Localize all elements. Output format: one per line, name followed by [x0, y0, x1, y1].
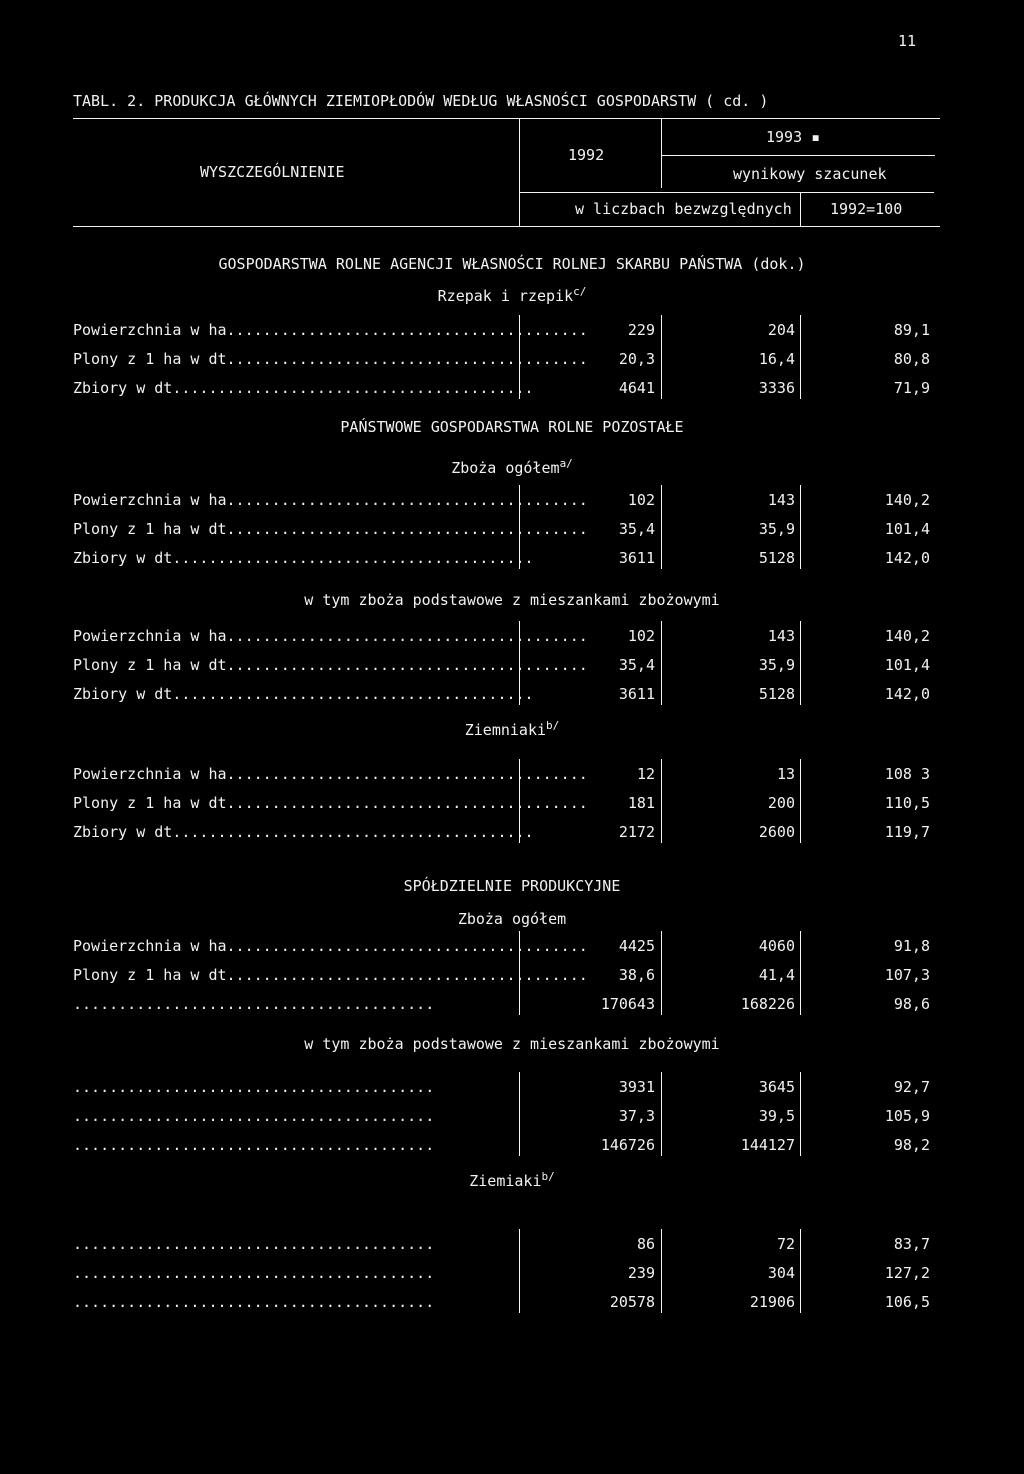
leader-dots: ........................................	[226, 937, 588, 955]
value-1993: 21906	[749, 1293, 795, 1311]
row-label-text: Plony z 1 ha w dt	[73, 966, 227, 984]
value-index: 83,7	[893, 1235, 930, 1253]
column-rule	[800, 931, 801, 1015]
column-rule	[519, 1072, 520, 1156]
header-1993-sub: wynikowy szacunek	[733, 165, 887, 183]
leader-dots: ........................................	[73, 1293, 435, 1311]
value-index: 71,9	[893, 379, 930, 397]
value-index: 98,2	[893, 1136, 930, 1154]
row-label	[73, 491, 588, 509]
row-label-text: Powierzchnia w ha	[73, 765, 227, 783]
group-title	[0, 591, 1024, 609]
value-1993: 39,5	[758, 1107, 795, 1125]
row-label	[73, 1293, 503, 1311]
value-1992: 20,3	[618, 350, 655, 368]
row-label	[73, 995, 503, 1013]
value-1993: 41,4	[758, 966, 795, 984]
value-1992: 38,6	[618, 966, 655, 984]
header-divider-3	[800, 192, 801, 226]
leader-dots: ........................................	[73, 1235, 435, 1253]
leader-dots: ........................................	[226, 627, 588, 645]
value-1992: 37,3	[618, 1107, 655, 1125]
leader-dots: ........................................	[73, 1107, 435, 1125]
value-index: 89,1	[893, 321, 930, 339]
value-1993: 304	[767, 1264, 795, 1282]
group-name: Rzepak i rzepik	[437, 287, 574, 305]
row-label	[73, 794, 588, 812]
leader-dots: ........................................	[172, 823, 534, 841]
value-index: 127,2	[884, 1264, 930, 1282]
leader-dots: ........................................	[226, 321, 588, 339]
header-abs: w liczbach bezwzględnych	[575, 200, 792, 218]
value-index: 80,8	[893, 350, 930, 368]
value-index: 106,5	[884, 1293, 930, 1311]
value-1993: 72	[776, 1235, 795, 1253]
header-mid-rule	[519, 192, 934, 193]
header-divider-2	[661, 118, 662, 188]
row-label	[73, 656, 588, 674]
header-1993-rule	[661, 155, 935, 156]
value-index: 101,4	[884, 656, 930, 674]
value-1992: 35,4	[618, 656, 655, 674]
row-label	[73, 1078, 503, 1096]
row-label-text: Plony z 1 ha w dt	[73, 656, 227, 674]
leader-dots: ........................................	[172, 379, 534, 397]
header-bottom-rule	[73, 226, 940, 227]
leader-dots: ........................................	[172, 685, 534, 703]
value-1993: 204	[767, 321, 795, 339]
row-label	[73, 350, 588, 368]
page-number: 11	[898, 32, 917, 50]
value-1992: 181	[627, 794, 655, 812]
value-index: 107,3	[884, 966, 930, 984]
group-title	[0, 1035, 1024, 1053]
value-1993: 143	[767, 491, 795, 509]
value-index: 142,0	[884, 685, 930, 703]
value-index: 92,7	[893, 1078, 930, 1096]
column-rule	[800, 1072, 801, 1156]
group-title	[0, 283, 1024, 305]
leader-dots: ........................................	[226, 656, 588, 674]
leader-dots: ........................................	[226, 794, 588, 812]
value-1993: 200	[767, 794, 795, 812]
value-index: 108 3	[884, 765, 930, 783]
row-label-text: Powierzchnia w ha	[73, 491, 227, 509]
group-name: w tym zboża podstawowe z mieszankami zbożowymi	[304, 591, 720, 609]
row-label-text: Powierzchnia w ha	[73, 321, 227, 339]
value-1992: 86	[636, 1235, 655, 1253]
header-desc: WYSZCZEGÓLNIENIE	[200, 163, 345, 181]
group-name: w tym zboża podstawowe z mieszankami zbożowymi	[304, 1035, 720, 1053]
section-title: GOSPODARSTWA ROLNE AGENCJI WŁASNOŚCI ROLNEJ SKARBU PAŃSTWA (dok.)	[218, 255, 806, 273]
value-1992: 3931	[618, 1078, 655, 1096]
column-rule	[800, 1229, 801, 1313]
row-label	[73, 823, 534, 841]
group-title	[0, 455, 1024, 477]
value-1993: 3645	[758, 1078, 795, 1096]
value-index: 140,2	[884, 491, 930, 509]
value-1993: 4060	[758, 937, 795, 955]
group-title	[0, 1168, 1024, 1190]
row-label-text: Powierzchnia w ha	[73, 627, 227, 645]
value-1993: 5128	[758, 685, 795, 703]
row-label	[73, 1107, 503, 1125]
value-1992: 146726	[600, 1136, 655, 1154]
value-1993: 2600	[758, 823, 795, 841]
header-index: 1992=100	[830, 200, 903, 218]
group-title	[0, 910, 1024, 928]
footnote-mark: b/	[546, 719, 560, 732]
value-1993: 16,4	[758, 350, 795, 368]
group-name: Ziemiaki	[469, 1172, 542, 1190]
row-label	[73, 1235, 503, 1253]
row-label	[73, 1136, 503, 1154]
section-title: SPÓŁDZIELNIE PRODUKCYJNE	[403, 877, 621, 895]
column-rule	[661, 1072, 662, 1156]
row-label	[73, 765, 588, 783]
value-1993: 143	[767, 627, 795, 645]
header-divider-1	[519, 118, 520, 226]
value-1993: 168226	[740, 995, 795, 1013]
row-label-text: Zbiory w dt	[73, 823, 173, 841]
leader-dots: ........................................	[73, 995, 435, 1013]
value-1992: 3611	[618, 685, 655, 703]
section-title: PAŃSTWOWE GOSPODARSTWA ROLNE POZOSTAŁE	[340, 418, 684, 436]
value-1993: 5128	[758, 549, 795, 567]
value-1992: 12	[636, 765, 655, 783]
row-label	[73, 627, 588, 645]
value-index: 110,5	[884, 794, 930, 812]
group-name: Ziemniaki	[464, 721, 547, 739]
value-1992: 4425	[618, 937, 655, 955]
column-rule	[661, 931, 662, 1015]
value-1993: 35,9	[758, 520, 795, 538]
value-1992: 4641	[618, 379, 655, 397]
row-label	[73, 379, 534, 397]
group-name: Zboża ogółem	[451, 459, 560, 477]
value-1992: 102	[627, 491, 655, 509]
value-index: 119,7	[884, 823, 930, 841]
footnote-mark: a/	[559, 457, 573, 470]
header-1993: 1993 ▪	[766, 128, 821, 146]
group-title	[0, 717, 1024, 739]
column-rule	[800, 621, 801, 705]
column-rule	[661, 621, 662, 705]
row-label	[73, 966, 588, 984]
leader-dots: ........................................	[73, 1078, 435, 1096]
value-1993: 144127	[740, 1136, 795, 1154]
row-label-text: Zbiory w dt	[73, 549, 173, 567]
value-1992: 35,4	[618, 520, 655, 538]
column-rule	[800, 485, 801, 569]
column-rule	[661, 315, 662, 399]
value-index: 101,4	[884, 520, 930, 538]
value-index: 91,8	[893, 937, 930, 955]
value-1992: 102	[627, 627, 655, 645]
value-1992: 170643	[600, 995, 655, 1013]
row-label	[73, 549, 534, 567]
leader-dots: ........................................	[226, 350, 588, 368]
row-label-text: Powierzchnia w ha	[73, 937, 227, 955]
leader-dots: ........................................	[73, 1264, 435, 1282]
row-label-text: Zbiory w dt	[73, 685, 173, 703]
column-rule	[519, 1229, 520, 1313]
leader-dots: ........................................	[73, 1136, 435, 1154]
value-index: 142,0	[884, 549, 930, 567]
value-1992: 229	[627, 321, 655, 339]
table-title: TABL. 2. PRODUKCJA GŁÓWNYCH ZIEMIOPŁODÓW WEDŁUG WŁASNOŚCI GOSPODARSTW ( cd. )	[73, 92, 769, 110]
value-1992: 20578	[609, 1293, 655, 1311]
footnote-mark: c/	[573, 285, 587, 298]
value-1992: 2172	[618, 823, 655, 841]
value-index: 105,9	[884, 1107, 930, 1125]
leader-dots: ........................................	[226, 765, 588, 783]
row-label-text: Plony z 1 ha w dt	[73, 350, 227, 368]
leader-dots: ........................................	[172, 549, 534, 567]
row-label	[73, 520, 588, 538]
leader-dots: ........................................	[226, 491, 588, 509]
value-index: 98,6	[893, 995, 930, 1013]
row-label-text: Plony z 1 ha w dt	[73, 794, 227, 812]
value-1992: 239	[627, 1264, 655, 1282]
value-1993: 3336	[758, 379, 795, 397]
value-1992: 3611	[618, 549, 655, 567]
row-label-text: Zbiory w dt	[73, 379, 173, 397]
column-rule	[800, 759, 801, 843]
row-label	[73, 1264, 503, 1282]
value-1993: 13	[776, 765, 795, 783]
header-top-rule	[73, 118, 940, 119]
row-label	[73, 937, 588, 955]
footnote-mark: b/	[541, 1170, 555, 1183]
leader-dots: ........................................	[226, 520, 588, 538]
row-label-text: Plony z 1 ha w dt	[73, 520, 227, 538]
value-index: 140,2	[884, 627, 930, 645]
column-rule	[661, 485, 662, 569]
value-1993: 35,9	[758, 656, 795, 674]
row-label	[73, 685, 534, 703]
column-rule	[661, 759, 662, 843]
column-rule	[661, 1229, 662, 1313]
row-label	[73, 321, 588, 339]
group-name: Zboża ogółem	[457, 910, 567, 928]
column-rule	[800, 315, 801, 399]
header-1992: 1992	[568, 146, 605, 164]
leader-dots: ........................................	[226, 966, 588, 984]
